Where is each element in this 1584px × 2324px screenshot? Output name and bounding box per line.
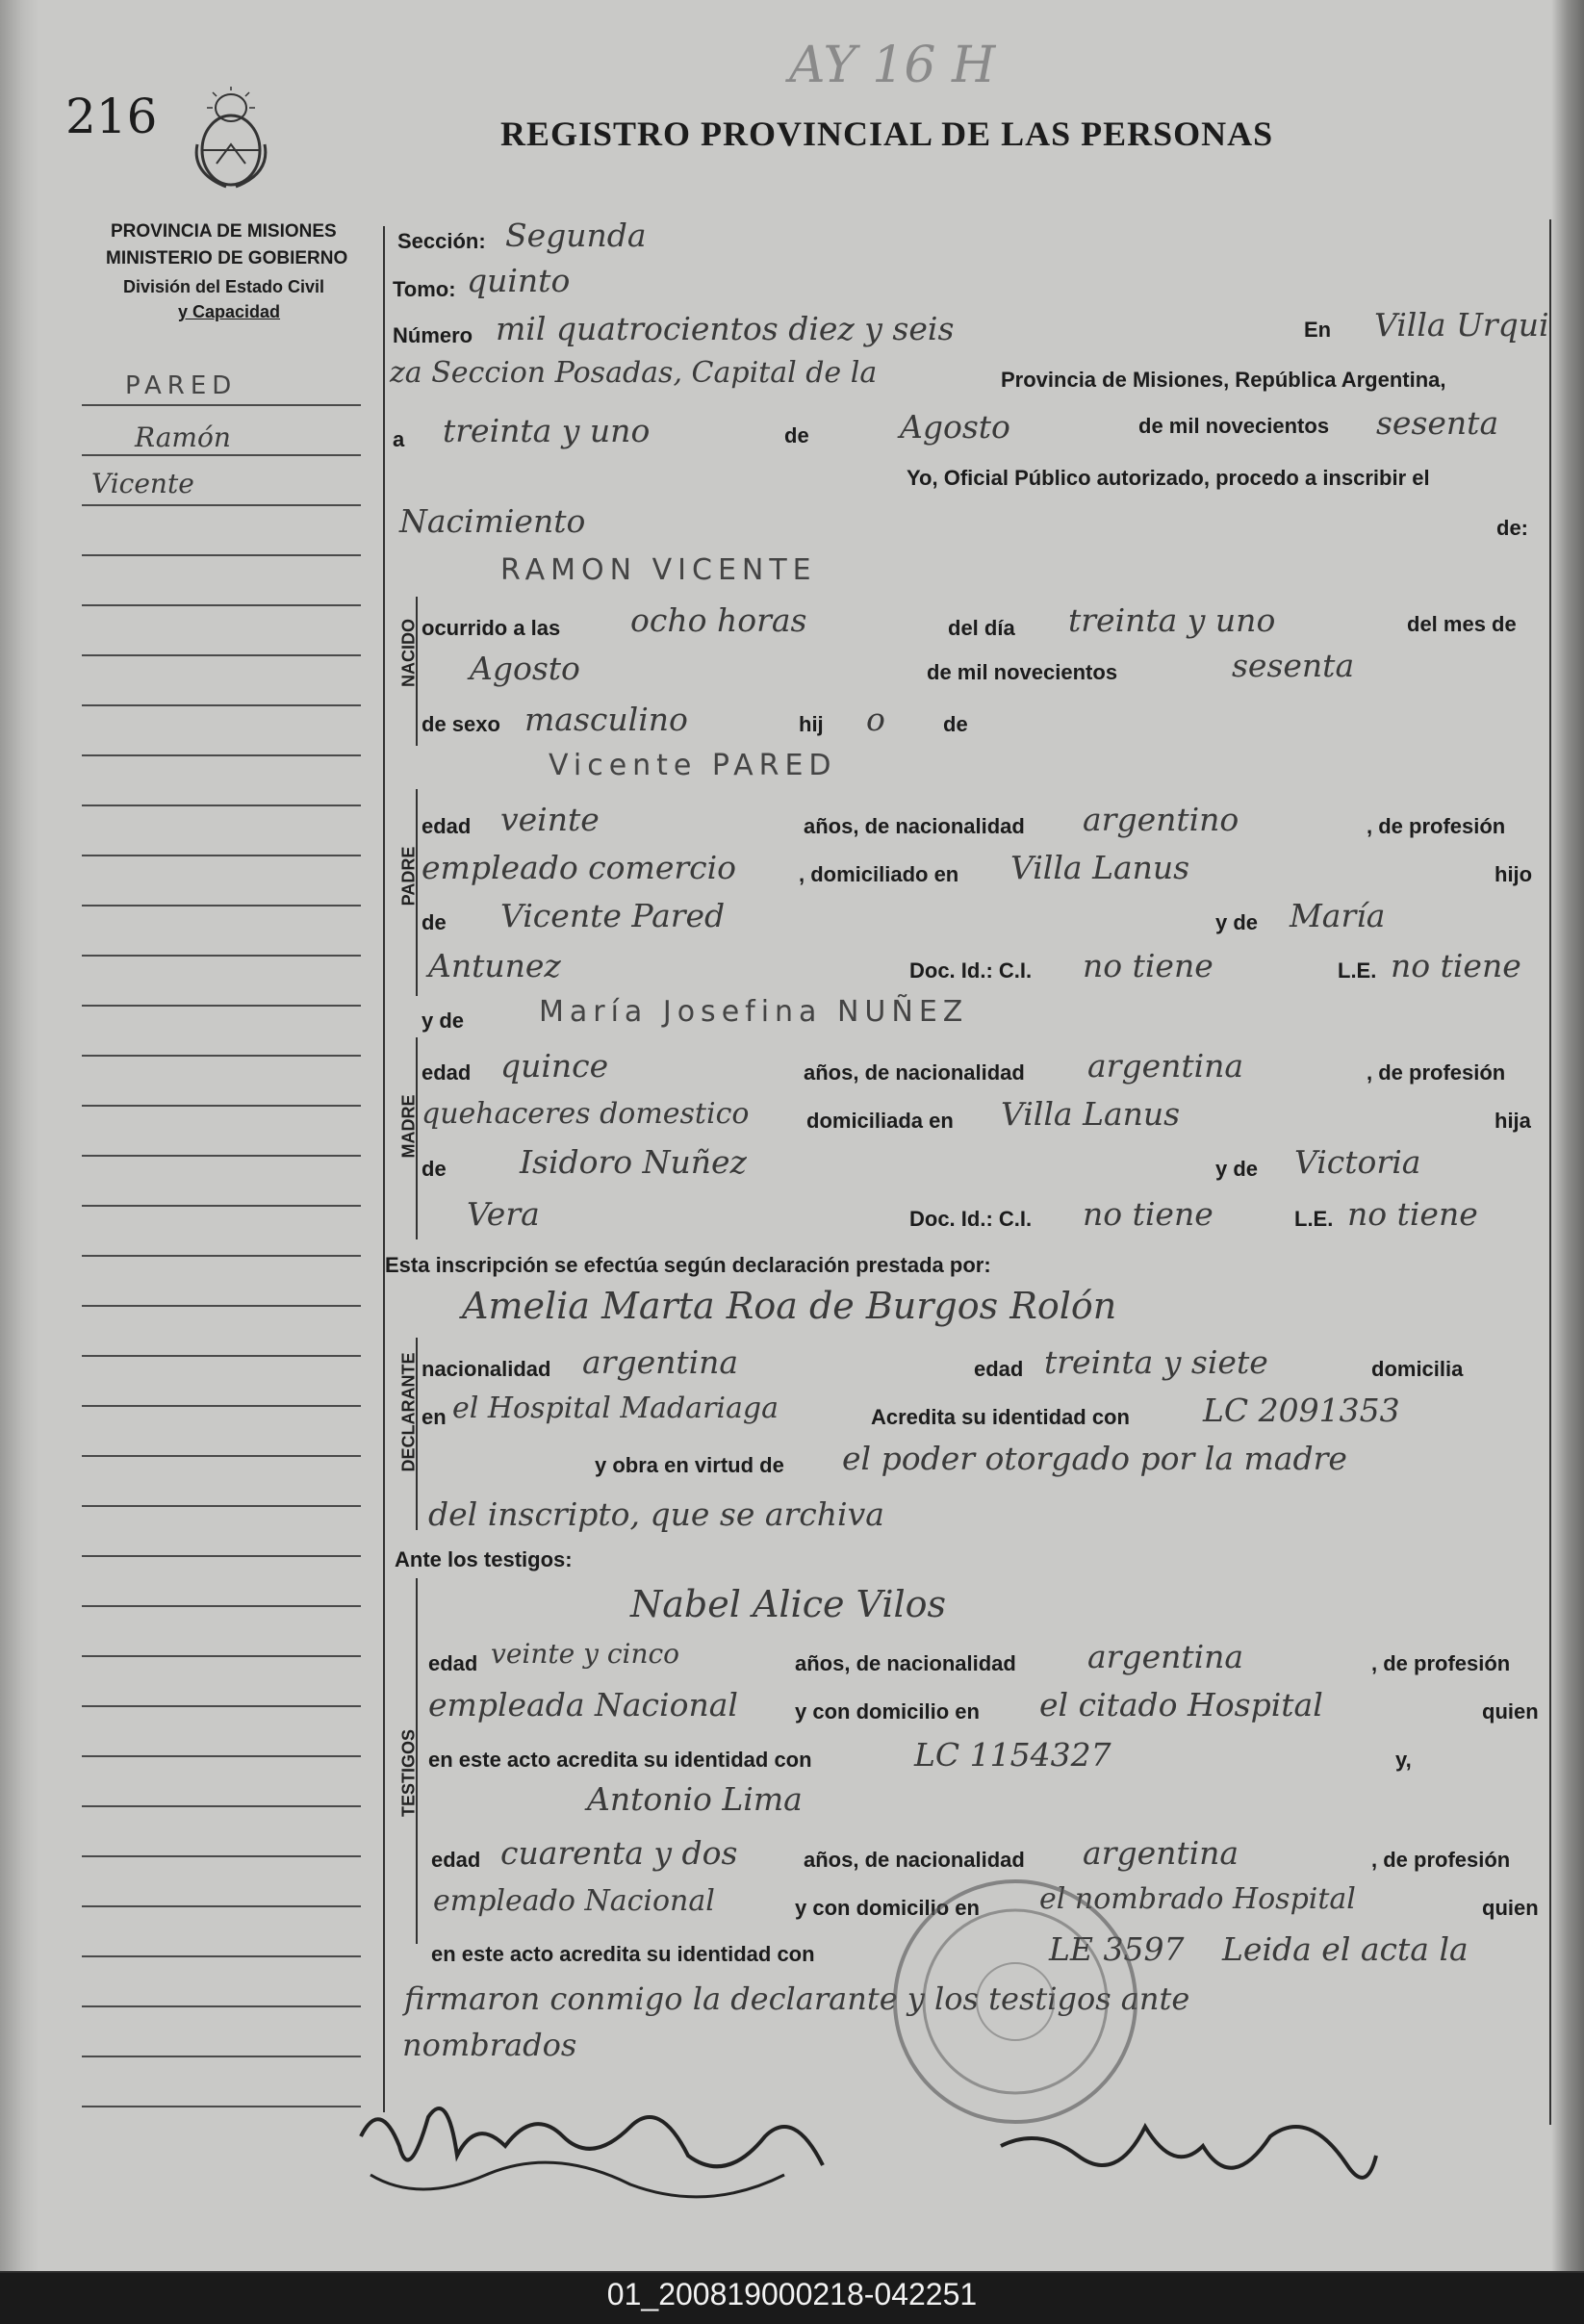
declarante-name: Amelia Marta Roa de Burgos Rolón — [462, 1285, 1117, 1327]
madre-father-value: Isidoro Nuñez — [520, 1143, 747, 1181]
testigo1-edad-label: edad — [428, 1651, 478, 1675]
padre-nac-label: años, de nacionalidad — [804, 814, 1025, 838]
margin-ruled-line — [82, 2106, 361, 2107]
madre-doc-label: Doc. Id.: C.I. — [909, 1207, 1033, 1231]
testigo2-nac-label: años, de nacionalidad — [804, 1848, 1025, 1872]
testigo1-name: Nabel Alice Vilos — [630, 1583, 947, 1625]
margin-surname: PARED — [125, 371, 238, 400]
madre-nac-label: años, de nacionalidad — [804, 1060, 1025, 1085]
testigo2-quien: quien — [1482, 1896, 1539, 1920]
testigos-side-label: TESTIGOS — [398, 1729, 419, 1818]
testigo1-prof-label: , de profesión — [1371, 1651, 1511, 1675]
testigo2-acred-rest: Leida el acta la — [1222, 1930, 1469, 1968]
declarante-en-label: en — [422, 1405, 447, 1429]
testigo1-acred-label: en este acto acredita su identidad con — [428, 1748, 812, 1772]
en-value: Villa Urqui — [1374, 306, 1549, 344]
madre-yde-label: y de — [422, 1009, 465, 1033]
day-value: treinta y uno — [443, 412, 651, 449]
padre-prof-label: , de profesión — [1367, 814, 1506, 838]
padre-edad-value: veinte — [500, 801, 600, 838]
testigo2-dom-value: el nombrado Hospital — [1039, 1882, 1356, 1916]
anio-value: sesenta — [1232, 647, 1355, 684]
en-label: En — [1304, 318, 1332, 342]
province-text: Provincia de Misiones, República Argentina, — [1001, 368, 1446, 392]
year-label: de mil novecientos — [1138, 414, 1330, 438]
madre-edad-value: quince — [500, 1047, 609, 1085]
madre-prof-value: quehaceres domestico — [422, 1097, 750, 1131]
padre-name: Vicente PARED — [549, 749, 837, 782]
agency-line-1: PROVINCIA DE MISIONES — [111, 221, 337, 242]
madre-doc-value: no tiene — [1083, 1195, 1214, 1233]
declarante-acred-label: Acredita su identidad con — [871, 1405, 1130, 1429]
declarante-en-value: el Hospital Madariaga — [452, 1392, 779, 1425]
margin-ruled-line — [82, 1855, 361, 1857]
page-number: 216 — [65, 89, 158, 144]
testigo2-prof-value: empleado Nacional — [433, 1884, 715, 1918]
testigo1-dom-label: y con domicilio en — [795, 1699, 980, 1724]
madre-le-label: L.E. — [1294, 1207, 1334, 1231]
padre-doc-value: no tiene — [1083, 947, 1214, 984]
margin-ruled-line — [82, 1955, 361, 1957]
madre-hija-label: hija — [1495, 1109, 1531, 1133]
padre-prof-value: empleado comercio — [422, 849, 737, 886]
madre-mother-value: Victoria — [1294, 1143, 1421, 1181]
declarante-obra-label: y obra en virtud de — [595, 1453, 784, 1477]
declarante-edad-value: treinta y siete — [1044, 1343, 1268, 1381]
declarante-edad-label: edad — [974, 1357, 1024, 1381]
a-label: a — [393, 427, 405, 451]
numero-value: mil quatrocientos diez y seis — [496, 310, 955, 347]
dia-label: del día — [948, 616, 1015, 640]
page-edge — [1551, 0, 1584, 2271]
agency-line-3: División del Estado Civil — [123, 277, 325, 296]
testigo2-dom-label: y con domicilio en — [795, 1896, 980, 1920]
margin-ruled-line — [82, 1505, 361, 1507]
margin-ruled-line — [82, 1805, 361, 1807]
padre-yde-label: y de — [1215, 910, 1259, 934]
margin-ruled-line — [82, 454, 361, 456]
margin-ruled-line — [82, 2056, 361, 2057]
declarante-obra-cont: del inscripto, que se archiva — [428, 1495, 884, 1533]
act-value: Nacimiento — [399, 502, 586, 540]
padre-hijo-label: hijo — [1495, 862, 1533, 886]
form-right-rule — [1549, 219, 1551, 2125]
margin-ruled-line — [82, 1055, 361, 1057]
madre-nac-value: argentina — [1087, 1047, 1244, 1085]
declarante-nac-label: nacionalidad — [422, 1357, 551, 1381]
testigo1-acred-value: LC 1154327 — [914, 1736, 1111, 1774]
declarante-acred-value: LC 2091353 — [1203, 1392, 1400, 1429]
madre-le-value: no tiene — [1347, 1195, 1478, 1233]
scan-filename: 01_200819000218-042251 — [606, 2277, 978, 2311]
testigo1-nac-label: años, de nacionalidad — [795, 1651, 1016, 1675]
margin-ruled-line — [82, 1355, 361, 1357]
testigos-intro: Ante los testigos: — [395, 1547, 573, 1571]
madre-side-label: MADRE — [398, 1094, 419, 1159]
padre-de-label: de — [422, 910, 447, 934]
margin-ruled-line — [82, 504, 361, 506]
dia-value: treinta y uno — [1068, 601, 1276, 639]
padre-mother-value: María — [1290, 897, 1386, 934]
margin-ruled-line — [82, 2005, 361, 2007]
official-signature — [982, 2088, 1386, 2213]
closing-line-1: firmaron conmigo la declarante y los testigos ante — [404, 1980, 1190, 2017]
margin-ruled-line — [82, 754, 361, 756]
padre-doc-label: Doc. Id.: C.I. — [909, 958, 1033, 983]
padre-dom-label: , domiciliado en — [799, 862, 959, 886]
page-title: REGISTRO PROVINCIAL DE LAS PERSONAS — [500, 115, 1274, 153]
padre-le-label: L.E. — [1338, 958, 1377, 983]
month-value: Agosto — [900, 408, 1010, 446]
madre-yde2-label: y de — [1215, 1157, 1259, 1181]
mes-label: del mes de — [1407, 612, 1517, 636]
book-binding — [0, 0, 38, 2271]
margin-ruled-line — [82, 905, 361, 907]
seccion-value: Segunda — [505, 217, 647, 254]
anio-label: de mil novecientos — [927, 660, 1118, 684]
madre-edad-label: edad — [422, 1060, 472, 1085]
agency-line-4: y Capacidad — [178, 302, 281, 321]
padre-nac-value: argentino — [1083, 801, 1239, 838]
margin-ruled-line — [82, 955, 361, 957]
tomo-value: quinto — [467, 262, 571, 299]
closing-line-2: nombrados — [402, 2027, 577, 2063]
top-handwritten-note: AY 16 H — [789, 37, 996, 94]
margin-ruled-line — [82, 1105, 361, 1107]
margin-ruled-line — [82, 1555, 361, 1557]
declarante-side-label: DECLARANTE — [398, 1352, 419, 1472]
margin-ruled-line — [82, 704, 361, 706]
padre-edad-label: edad — [422, 814, 472, 838]
sexo-value: masculino — [524, 701, 688, 738]
margin-ruled-line — [82, 855, 361, 856]
margin-ruled-line — [82, 1655, 361, 1657]
margin-ruled-line — [82, 1005, 361, 1007]
padre-le-value: no tiene — [1391, 947, 1521, 984]
declarante-intro: Esta inscripción se efectúa según declaración prestada por: — [385, 1253, 991, 1277]
testigo2-edad-value: cuarenta y dos — [500, 1834, 738, 1872]
madre-de-label: de — [422, 1157, 447, 1181]
madre-prof-label: , de profesión — [1367, 1060, 1506, 1085]
testigo2-name: Antonio Lima — [587, 1780, 803, 1818]
margin-ruled-line — [82, 1155, 361, 1157]
mes-value: Agosto — [470, 650, 580, 687]
testigo1-nac-value: argentina — [1087, 1638, 1244, 1675]
margin-ruled-line — [82, 1605, 361, 1607]
padre-father-value: Vicente Pared — [500, 897, 726, 934]
hij-label: hij — [799, 712, 824, 736]
act-de-label: de: — [1496, 516, 1528, 540]
nacido-de-label: de — [943, 712, 968, 736]
margin-ruled-line — [82, 1205, 361, 1207]
declarante-dom-label: domicilia — [1371, 1357, 1464, 1381]
margin-ruled-line — [82, 404, 361, 406]
margin-ruled-line — [82, 804, 361, 806]
testigo2-nac-value: argentina — [1083, 1834, 1239, 1872]
margin-ruled-line — [82, 1905, 361, 1907]
margin-ruled-line — [82, 654, 361, 656]
margin-ruled-line — [82, 1255, 361, 1257]
margin-ruled-line — [82, 1405, 361, 1407]
madre-mother-cont: Vera — [467, 1195, 540, 1233]
margin-ruled-line — [82, 1305, 361, 1307]
margin-ruled-line — [82, 1705, 361, 1707]
padre-side-label: PADRE — [398, 846, 419, 907]
hij-value: o — [866, 701, 885, 738]
margin-ruled-line — [82, 554, 361, 556]
tomo-label: Tomo: — [393, 277, 456, 301]
testigo2-prof-label: , de profesión — [1371, 1848, 1511, 1872]
witness-signatures — [342, 2079, 842, 2213]
de-label: de — [784, 423, 809, 447]
madre-name: María Josefina NUÑEZ — [539, 995, 969, 1029]
testigo1-dom-value: el citado Hospital — [1039, 1686, 1323, 1724]
testigo1-quien: quien — [1482, 1699, 1539, 1724]
padre-mother-cont: Antunez — [428, 947, 561, 984]
form-left-rule — [383, 226, 385, 2112]
margin-given-1: Ramón — [135, 421, 231, 453]
sexo-label: de sexo — [422, 712, 500, 736]
declarante-nac-value: argentina — [582, 1343, 739, 1381]
ocurrido-label: ocurrido a las — [422, 616, 561, 640]
padre-dom-value: Villa Lanus — [1010, 849, 1190, 886]
testigo1-edad-value: veinte y cinco — [491, 1638, 680, 1670]
margin-ruled-line — [82, 1755, 361, 1757]
place-continuation: za Seccion Posadas, Capital de la — [390, 356, 878, 390]
madre-dom-label: domiciliada en — [806, 1109, 954, 1133]
declarante-obra-value: el poder otorgado por la madre — [842, 1440, 1347, 1477]
nacido-name: RAMON VICENTE — [500, 553, 817, 587]
coat-of-arms-icon — [188, 87, 274, 192]
testigo2-edad-label: edad — [431, 1848, 481, 1872]
testigo1-y: y, — [1395, 1748, 1412, 1772]
year-value: sesenta — [1376, 404, 1499, 442]
nacido-side-label: NACIDO — [398, 619, 419, 687]
seccion-label: Sección: — [397, 229, 486, 253]
agency-line-2: MINISTERIO DE GOBIERNO — [106, 248, 348, 268]
margin-given-2: Vicente — [91, 468, 194, 499]
officer-text: Yo, Oficial Público autorizado, procedo a inscribir el — [907, 466, 1430, 490]
margin-ruled-line — [82, 1455, 361, 1457]
margin-ruled-line — [82, 604, 361, 606]
hora-value: ocho horas — [630, 601, 807, 639]
testigo1-prof-value: empleada Nacional — [428, 1686, 738, 1724]
testigo2-acred-value: LE 3597 — [1049, 1930, 1185, 1968]
madre-dom-value: Villa Lanus — [1001, 1095, 1181, 1133]
numero-label: Número — [393, 323, 473, 347]
testigo2-acred-label: en este acto acredita su identidad con — [431, 1942, 815, 1966]
